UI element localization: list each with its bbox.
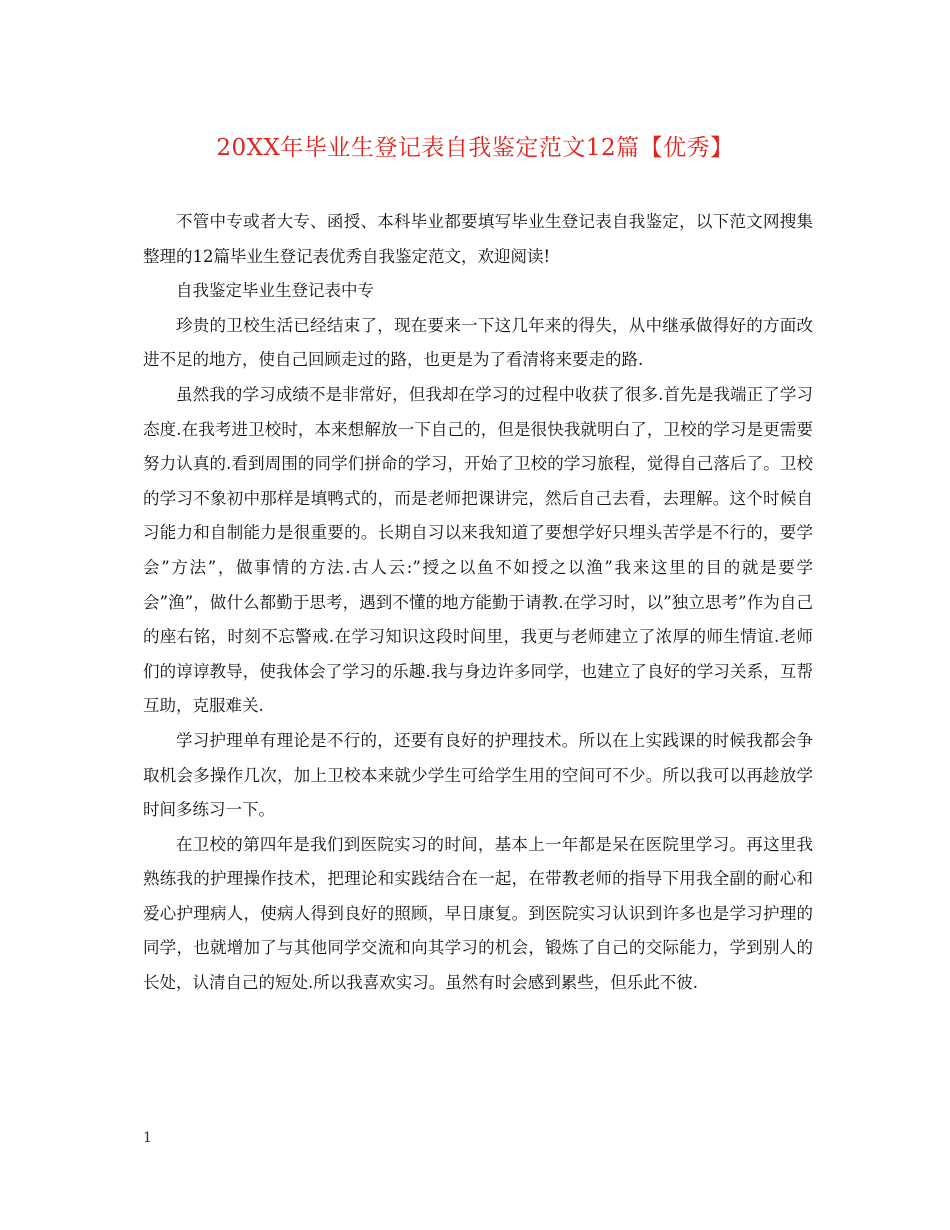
document-body — [143, 205, 813, 1001]
section-heading: 自我鉴定毕业生登记表中专 — [176, 281, 374, 301]
document-title: 20XX年毕业生登记表自我鉴定范文12篇【优秀】 — [216, 135, 734, 161]
page-number: 1 — [143, 1130, 152, 1146]
body-paragraph: 珍贵的卫校生活已经结束了，现在要来一下这几年来的得失，从中继承做得好的方面改进不足的地方，使自己回顾走过的路，也更是为了看清将来要走的路. — [143, 315, 813, 370]
intro-paragraph: 不管中专或者大专、函授、本科毕业都要填写毕业生登记表自我鉴定，以下范文网搜集整理的12篇毕业生登记表优秀自我鉴定范文，欢迎阅读! — [143, 212, 813, 266]
body-paragraph: 学习护理单有理论是不行的，还要有良好的护理技术。所以在上实践课的时候我都会争取机会多操作几次，加上卫校本来就少学生可给学生用的空间可不少。所以我可以再趁放学时间多练习一下。 — [143, 730, 813, 820]
body-paragraph: 在卫校的第四年是我们到医院实习的时间，基本上一年都是呆在医院里学习。再这里我熟练我的护理操作技术，把理论和实践结合在一起，在带教老师的指导下用我全副的耐心和爱心护理病人，使病人得到良好的照顾，早日康复。到医院实习认识到许多也是学习护理的同学，也就增加了与其他同学交流和向其学习的机会，锻炼了自己的交际能力，学到别人的长处，认清自己的短处.所以我喜欢实习。虽然有时会感到累些，但乐此不彼. — [143, 834, 813, 993]
body-paragraph: 虽然我的学习成绩不是非常好，但我却在学习的过程中收获了很多.首先是我端正了学习态度.在我考进卫校时，本来想解放一下自己的，但是很快我就明白了，卫校的学习是更需要努力认真的.看到周围的同学们拼命的学习，开始了卫校的学习旅程，觉得自己落后了。卫校的学习不象初中那样是填鸭式的，而是老师把课讲完，然后自己去看，去理解。这个时候自习能力和自制能力是很重要的。长期自习以来我知道了要想学好只埋头苦学是不行的，要学会”方法”，做事情的方法.古人云:”授之以鱼不如授之以渔”我来这里的目的就是要学会”渔”，做什么都勤于思考，遇到不懂的地方能勤于请教.在学习时，以”独立思考”作为自己的座右铭，时刻不忘警戒.在学习知识这段时间里，我更与老师建立了浓厚的师生情谊.老师们的谆谆教导，使我体会了学习的乐趣.我与身边许多同学，也建立了良好的学习关系，互帮互助，克服难关. — [143, 384, 813, 716]
